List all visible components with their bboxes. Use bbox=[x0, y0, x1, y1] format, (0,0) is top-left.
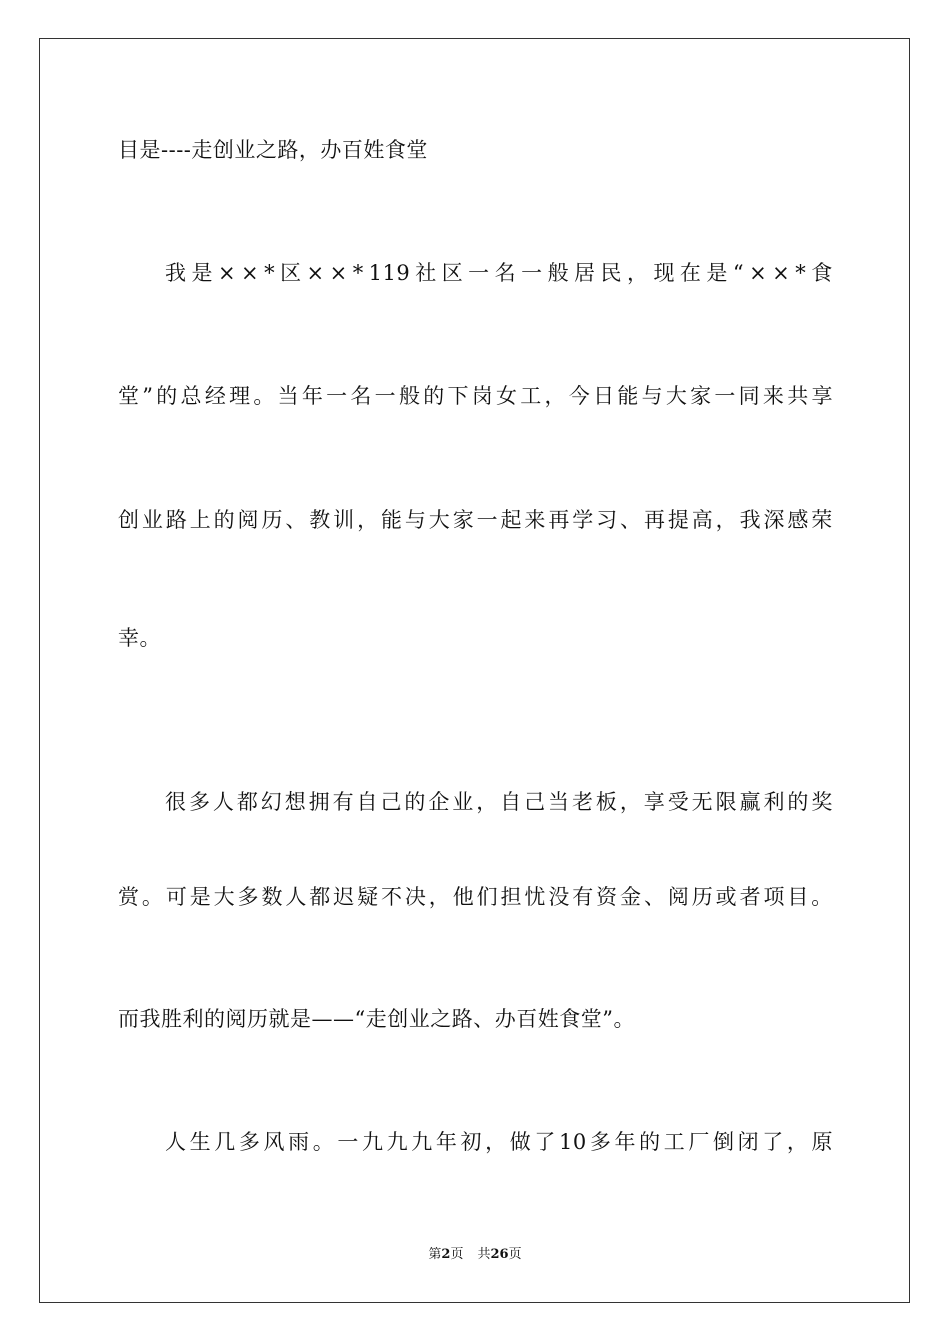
paragraph-line: 人 生 几 多 风 雨 。 一 九 九 九 年 初 ， 做 了 10 多 年 的 工 厂 倒 闭 了 ， 原 bbox=[165, 1130, 833, 1154]
paragraph-line: 创 业 路 上 的 阅 历 、 教 训 ， 能 与 大 家 一 起 来 再 学 习 、 再 提 高 ， 我 深 感 荣 bbox=[118, 508, 833, 532]
paragraph-line: 赏 。 可 是 大 多 数 人 都 迟 疑 不 决 ， 他 们 担 忧 没 有 资 金 、 阅 历 或 者 项 目 。 bbox=[118, 885, 833, 909]
page-border bbox=[39, 38, 910, 1303]
total-pages: 26 bbox=[490, 1247, 509, 1262]
paragraph-line: 我 是 × × * 区 × × * 119 社 区 一 名 一 般 居 民 ， 现 在 是 “ × × * 食 bbox=[165, 261, 833, 285]
paragraph-line: 而我胜利的阅历就是——“走创业之路、办百姓食堂”。 bbox=[118, 1007, 635, 1031]
paragraph-line: 幸。 bbox=[118, 626, 161, 650]
page-prefix: 第 bbox=[428, 1247, 442, 1262]
page-footer bbox=[0, 1246, 950, 1264]
total-prefix: 共 bbox=[477, 1247, 491, 1262]
page-number: 2 bbox=[441, 1247, 451, 1262]
page-unit: 页 bbox=[450, 1247, 464, 1262]
total-unit: 页 bbox=[508, 1247, 522, 1262]
paragraph-line: 很 多 人 都 幻 想 拥 有 自 己 的 企 业 ， 自 己 当 老 板 ， 享 受 无 限 赢 利 的 奖 bbox=[165, 790, 833, 814]
paragraph-line: 堂 ” 的 总 经 理 。 当 年 一 名 一 般 的 下 岗 女 工 ， 今 日 能 与 大 家 一 同 来 共 享 bbox=[118, 384, 833, 408]
paragraph-line: 目是----走创业之路，办百姓食堂 bbox=[118, 138, 428, 162]
